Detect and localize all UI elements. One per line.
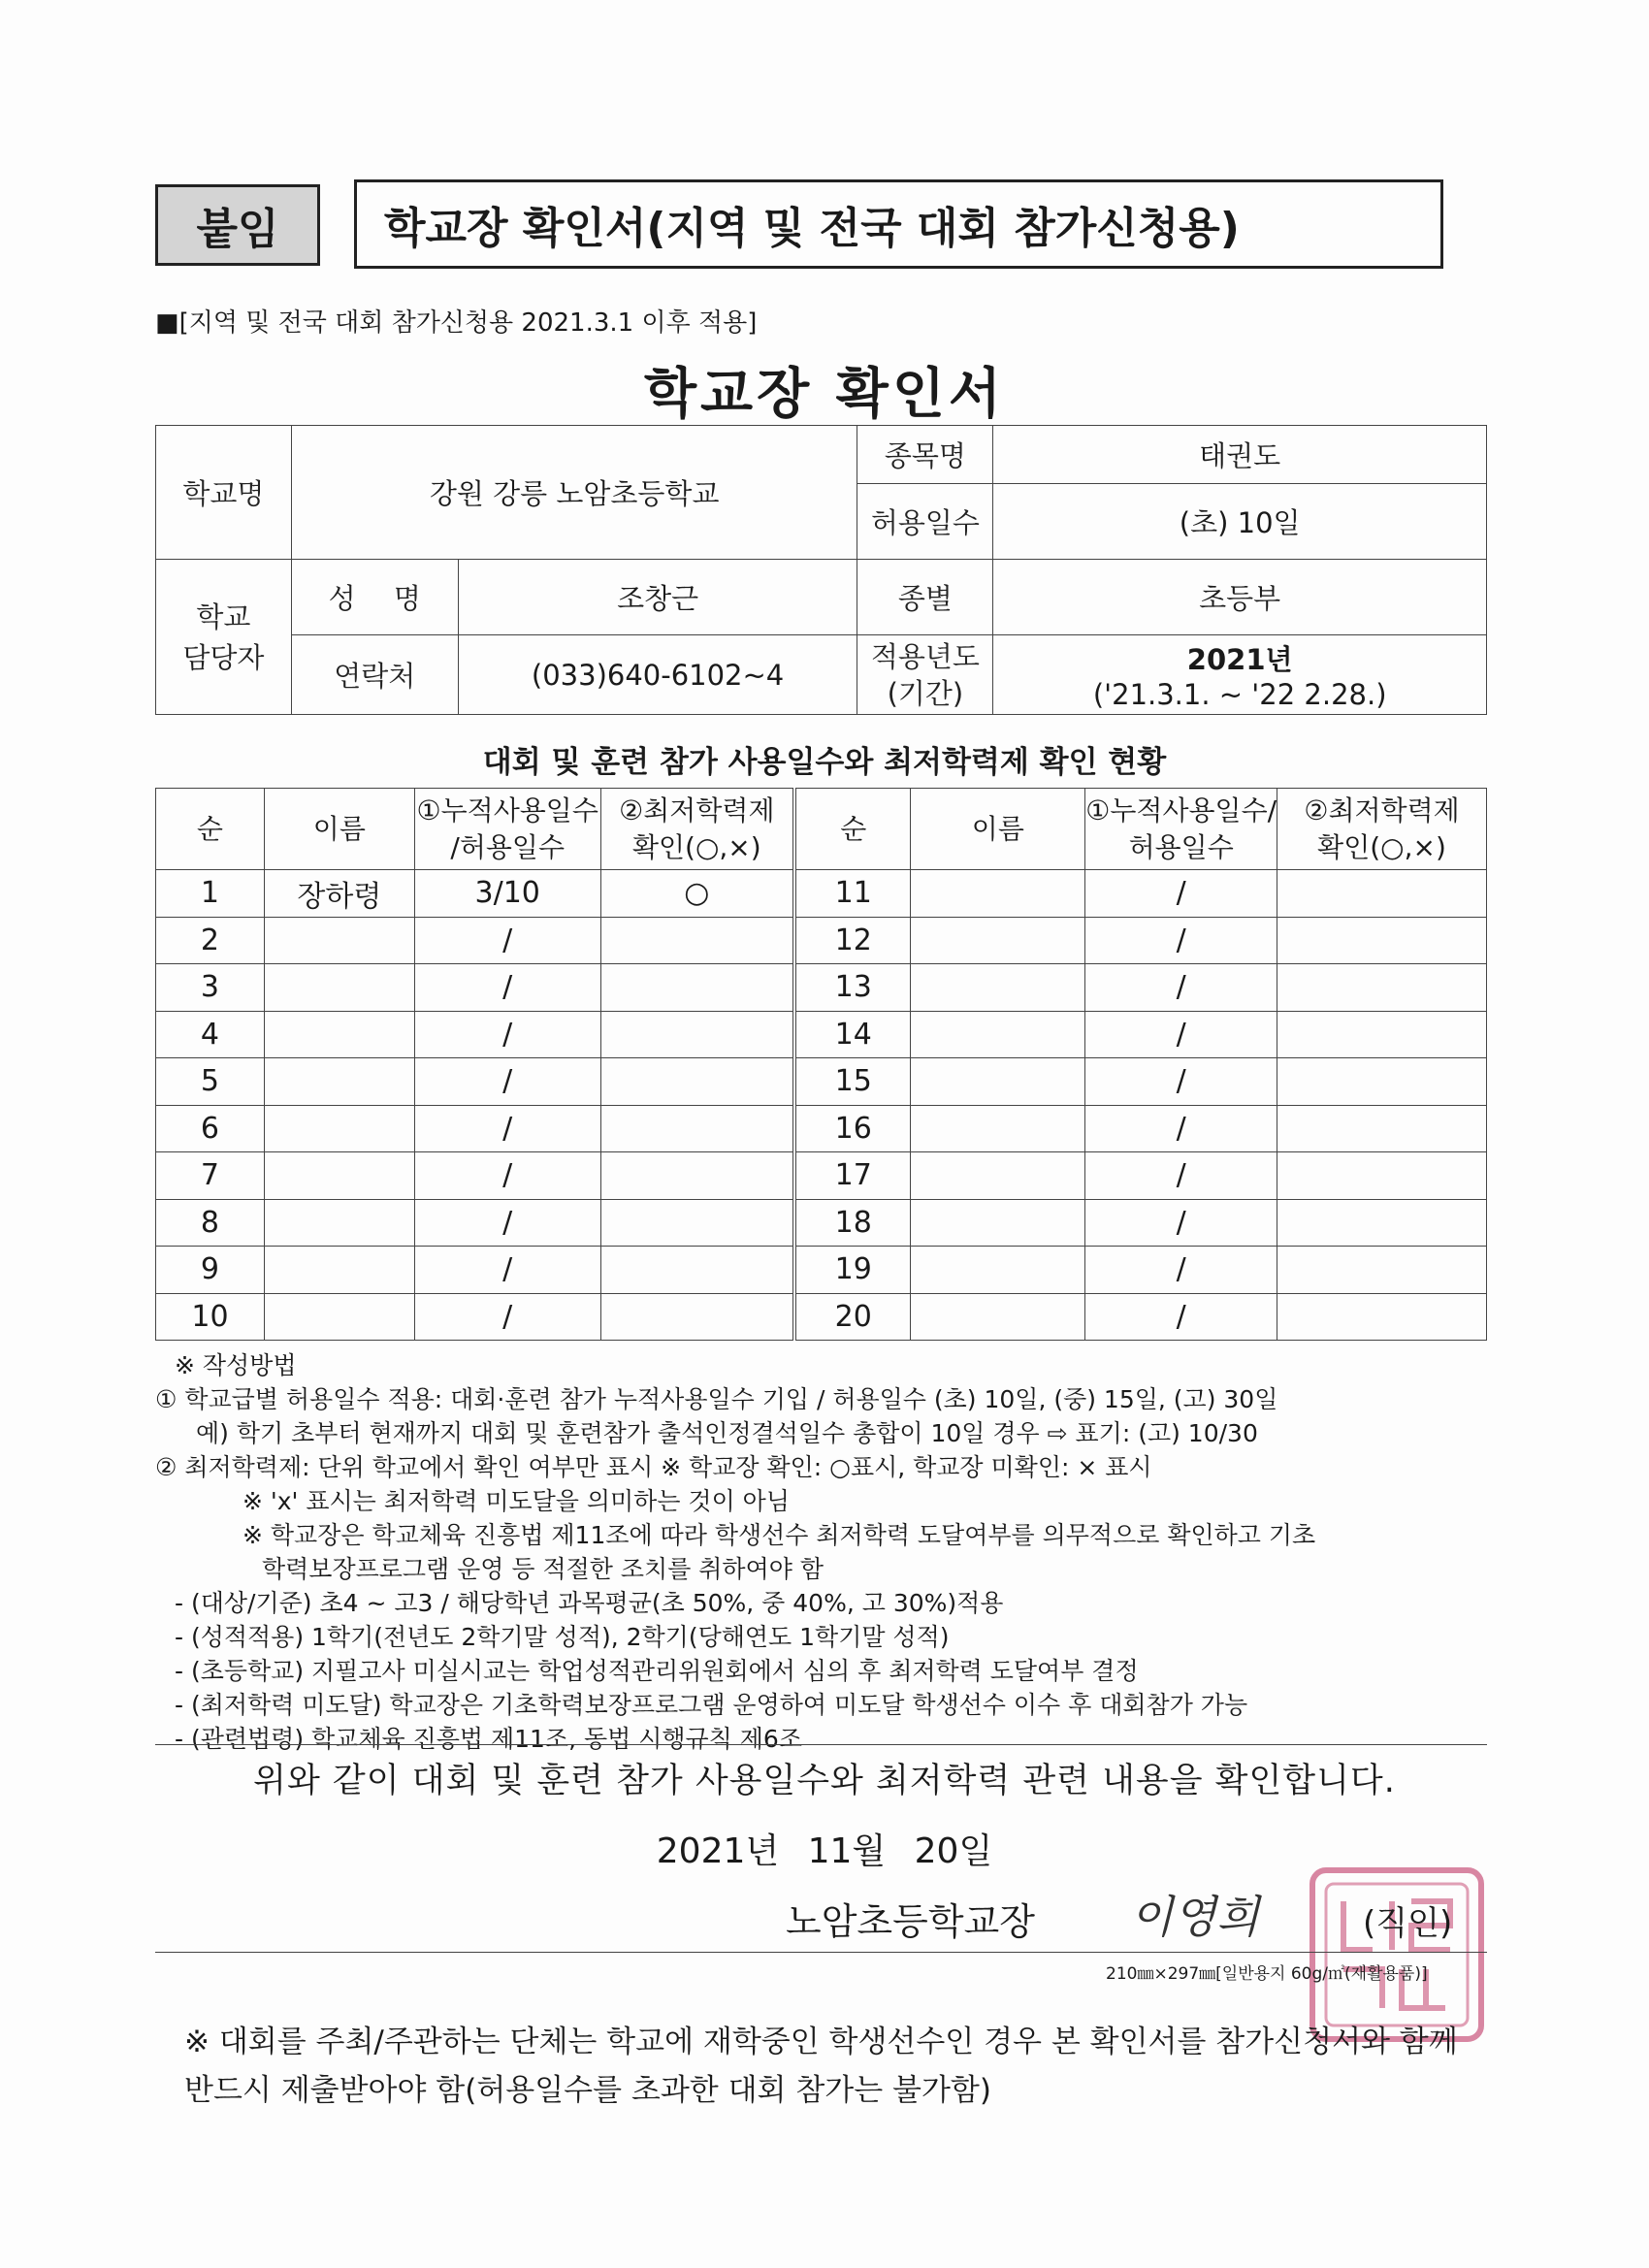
table-cell <box>264 1293 414 1341</box>
signature: 이영희 <box>1130 1891 1260 1943</box>
divider <box>155 1744 1487 1745</box>
document-title: 학교장 확인서 <box>643 363 1006 426</box>
table-cell <box>264 1152 414 1200</box>
table-cell <box>911 1293 1085 1341</box>
table-cell <box>1277 964 1487 1012</box>
table-cell <box>264 964 414 1012</box>
table-cell <box>911 1199 1085 1247</box>
table-cell <box>911 1247 1085 1294</box>
info-table <box>155 425 1487 715</box>
detail-1: - (대상/기준) 초4 ~ 고3 / 해당학년 과목평균(초 50%, 중 40%, 고 30%)적용 <box>175 1589 1004 1617</box>
table-cell: 17 <box>794 1152 911 1200</box>
table-cell <box>600 1058 794 1106</box>
table-header: ①누적사용일수 /허용일수 <box>414 789 600 870</box>
table-cell: 9 <box>156 1247 265 1294</box>
table-cell: 13 <box>794 964 911 1012</box>
table-cell: / <box>414 1247 600 1294</box>
table-row <box>156 1247 1487 1294</box>
table-cell <box>911 964 1085 1012</box>
table-cell: 1 <box>156 870 265 918</box>
table-cell <box>600 964 794 1012</box>
table-cell: 5 <box>156 1058 265 1106</box>
table-cell: 12 <box>794 917 911 964</box>
table-row <box>156 1152 1487 1200</box>
year-cell <box>993 635 1487 715</box>
table-cell: / <box>1085 1199 1277 1247</box>
division-value: 초등부 <box>993 560 1487 635</box>
table-cell: 장하령 <box>264 870 414 918</box>
table-cell: / <box>1085 1247 1277 1294</box>
apply-note: ■[지역 및 전국 대회 참가신청용 2021.3.1 이후 적용] <box>155 308 758 338</box>
table-cell <box>264 1058 414 1106</box>
table-cell: 2 <box>156 917 265 964</box>
table-header: ②최저학력제 확인(○,×) <box>1277 789 1487 870</box>
table-cell <box>1277 1011 1487 1058</box>
table-cell <box>600 1105 794 1152</box>
table-row <box>156 917 1487 964</box>
table-header: 이름 <box>911 789 1085 870</box>
table-cell: 3/10 <box>414 870 600 918</box>
table-cell <box>1277 1293 1487 1341</box>
table-cell: / <box>414 964 600 1012</box>
table-cell: / <box>1085 964 1277 1012</box>
note-4b: 학력보장프로그램 운영 등 적절한 조치를 취하여야 함 <box>262 1555 824 1583</box>
table-cell: 18 <box>794 1199 911 1247</box>
manager-label: 학교 담당자 <box>156 560 292 715</box>
school-label: 학교명 <box>156 426 292 560</box>
table-cell: / <box>1085 870 1277 918</box>
confirm-text: 위와 같이 대회 및 훈련 참가 사용일수와 최저학력 관련 내용을 확인합니다. <box>253 1762 1396 1800</box>
note-4: ※ 학교장은 학교체육 진흥법 제11조에 따라 학생선수 최저학력 도달여부를 의무적으로 확인하고 기초 <box>242 1521 1316 1549</box>
table-cell: / <box>1085 1105 1277 1152</box>
event-value: 태권도 <box>993 426 1487 484</box>
table-cell <box>264 1011 414 1058</box>
notes-title: ※ 작성방법 <box>175 1351 297 1379</box>
table-cell: / <box>1085 1293 1277 1341</box>
table-cell <box>1277 917 1487 964</box>
table-cell: / <box>414 1152 600 1200</box>
issue-date: 2021년 11월 20일 <box>656 1831 993 1871</box>
table-cell <box>1277 1247 1487 1294</box>
allow-label: 허용일수 <box>857 484 993 560</box>
table-cell: / <box>414 1105 600 1152</box>
table-cell: 3 <box>156 964 265 1012</box>
table-cell <box>600 1152 794 1200</box>
table-cell: 8 <box>156 1199 265 1247</box>
note-1b: 예) 학기 초부터 현재까지 대회 및 훈련참가 출석인정결석일수 총합이 10일 경우 ⇨ 표기: (고) 10/30 <box>196 1419 1258 1447</box>
table-header: 순 <box>794 789 911 870</box>
table-row <box>156 1293 1487 1341</box>
table-cell <box>1277 1152 1487 1200</box>
table-cell: 16 <box>794 1105 911 1152</box>
table-cell: / <box>1085 1058 1277 1106</box>
name-value: 조창근 <box>458 560 857 635</box>
year-period: ('21.3.1. ~ '22 2.28.) <box>1092 678 1387 711</box>
table-cell <box>1277 1058 1487 1106</box>
detail-3: - (초등학교) 지필고사 미실시교는 학업성적관리위원회에서 심의 후 최저학력 도달여부 결정 <box>175 1657 1139 1685</box>
table-cell <box>264 917 414 964</box>
table-cell: / <box>1085 1011 1277 1058</box>
table-cell: 11 <box>794 870 911 918</box>
contact-label: 연락처 <box>291 635 458 715</box>
table-cell <box>1277 1199 1487 1247</box>
table-cell <box>264 1105 414 1152</box>
note-1: ① 학교급별 허용일수 적용: 대회·훈련 참가 누적사용일수 기입 / 허용일수 (초) 10일, (중) 15일, (고) 30일 <box>155 1385 1278 1413</box>
year-label: 적용년도 (기간) <box>857 635 993 715</box>
table-cell: 14 <box>794 1011 911 1058</box>
notes <box>155 1348 1494 1756</box>
table-cell <box>911 870 1085 918</box>
table-cell: / <box>414 1011 600 1058</box>
table-row <box>156 964 1487 1012</box>
paper-spec: 210㎜×297㎜[일반용지 60g/㎡(재활용품)] <box>1106 1964 1428 1984</box>
divider-2 <box>155 1952 1487 1953</box>
school-value: 강원 강릉 노암초등학교 <box>291 426 857 560</box>
table-cell: 20 <box>794 1293 911 1341</box>
footer-note: ※ 대회를 주최/주관하는 단체는 학교에 재학중인 학생선수인 경우 본 확인서를 참가신청서와 함께 반드시 제출받아야 함(허용일수를 초과한 대회 참가는 불가함) <box>184 2025 1458 2108</box>
table-cell <box>911 917 1085 964</box>
table-cell: / <box>414 917 600 964</box>
name-label: 성 명 <box>291 560 458 635</box>
table-cell: 6 <box>156 1105 265 1152</box>
year-value: 2021년 <box>1186 643 1293 676</box>
table-cell: / <box>414 1058 600 1106</box>
header-title: 학교장 확인서(지역 및 전국 대회 참가신청용) <box>354 179 1443 269</box>
table-cell <box>600 1199 794 1247</box>
table-cell <box>911 1011 1085 1058</box>
allow-value: (초) 10일 <box>993 484 1487 560</box>
seal-label: (직인) <box>1363 1904 1453 1943</box>
table-cell: ○ <box>600 870 794 918</box>
table-header: 순 <box>156 789 265 870</box>
table-cell <box>600 1247 794 1294</box>
table-cell: / <box>414 1293 600 1341</box>
note-2: ② 최저학력제: 단위 학교에서 확인 여부만 표시 ※ 학교장 확인: ○표시, 학교장 미확인: × 표시 <box>155 1453 1152 1481</box>
table-cell <box>1277 870 1487 918</box>
table-row <box>156 1199 1487 1247</box>
division-label: 종별 <box>857 560 993 635</box>
detail-4: - (최저학력 미도달) 학교장은 기초학력보장프로그램 운영하여 미도달 학생선수 이수 후 대회참가 가능 <box>175 1691 1248 1719</box>
detail-2: - (성적적용) 1학기(전년도 2학기말 성적), 2학기(당해연도 1학기말 성적) <box>175 1623 950 1651</box>
table-cell: 19 <box>794 1247 911 1294</box>
table-cell <box>1277 1105 1487 1152</box>
table-cell: / <box>1085 1152 1277 1200</box>
section-title: 대회 및 훈련 참가 사용일수와 최저학력제 확인 현황 <box>482 745 1167 780</box>
event-label: 종목명 <box>857 426 993 484</box>
note-3: ※ 'x' 표시는 최저학력 미도달을 의미하는 것이 아님 <box>242 1487 790 1515</box>
table-cell: / <box>414 1199 600 1247</box>
table-cell: / <box>1085 917 1277 964</box>
table-cell: 7 <box>156 1152 265 1200</box>
attachment-tag: 붙임 <box>155 184 320 266</box>
table-cell <box>600 1011 794 1058</box>
status-table <box>155 788 1487 1341</box>
table-header: 이름 <box>264 789 414 870</box>
table-cell <box>264 1247 414 1294</box>
table-cell <box>600 917 794 964</box>
table-cell: 15 <box>794 1058 911 1106</box>
table-cell <box>911 1058 1085 1106</box>
signer: 노암초등학교장 <box>786 1900 1035 1943</box>
detail-5: - (관련법령) 학교체육 진흥법 제11조, 동법 시행규칙 제6조 <box>175 1725 802 1753</box>
table-row <box>156 1058 1487 1106</box>
table-cell: 10 <box>156 1293 265 1341</box>
table-row <box>156 1105 1487 1152</box>
table-cell <box>264 1199 414 1247</box>
table-cell <box>911 1105 1085 1152</box>
table-row <box>156 870 1487 918</box>
table-row <box>156 1011 1487 1058</box>
table-cell: 4 <box>156 1011 265 1058</box>
contact-value: (033)640-6102~4 <box>458 635 857 715</box>
table-cell <box>911 1152 1085 1200</box>
table-header: ②최저학력제 확인(○,×) <box>600 789 794 870</box>
table-header: ①누적사용일수/ 허용일수 <box>1085 789 1277 870</box>
table-cell <box>600 1293 794 1341</box>
